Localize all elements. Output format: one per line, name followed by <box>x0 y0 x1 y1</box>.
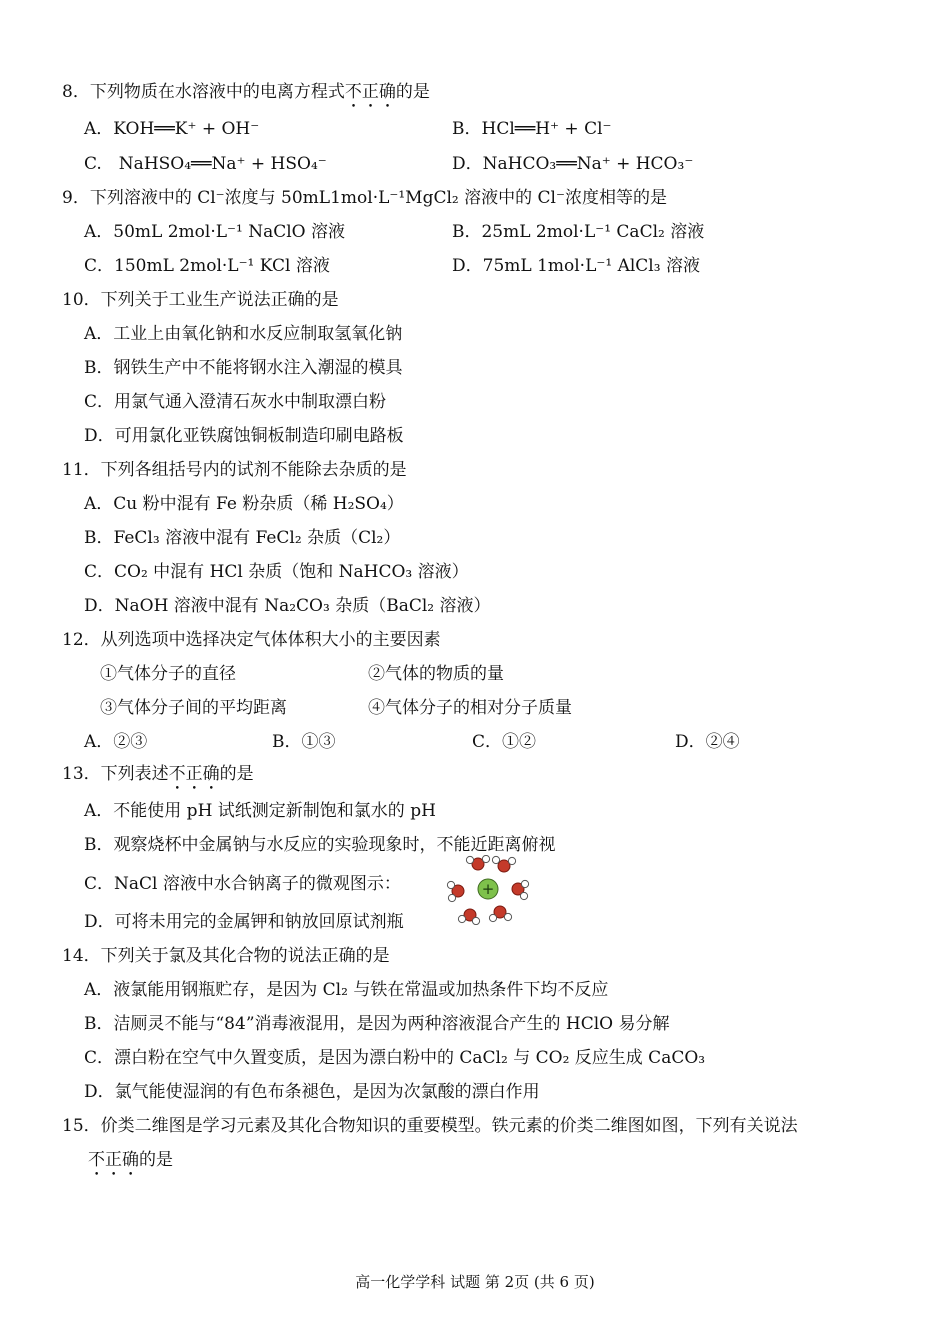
q12-option-d: D．②④ <box>675 732 740 752</box>
q8-option-d: D．NaHCO₃══Na⁺ + HCO₃⁻ <box>452 154 694 174</box>
page-footer: 高一化学学科 试题 第 2页 (共 6 页) <box>355 1273 595 1291</box>
q11-stem: 11．下列各组括号内的试剂不能除去杂质的是 <box>62 460 407 480</box>
q8-option-b: B．HCl══H⁺ + Cl⁻ <box>452 119 612 139</box>
q9-option-a: A．50mL 2mol·L⁻¹ NaClO 溶液 <box>84 222 346 242</box>
q8-stem <box>62 81 430 112</box>
q13-option-c: C．NaCl 溶液中水合钠离子的微观图示： <box>84 874 401 894</box>
q14-option-c: C．漂白粉在空气中久置变质，是因为漂白粉中的 CaCl₂ 与 CO₂ 反应生成 CaCO₃ <box>84 1048 706 1068</box>
q9-option-c: C．150mL 2mol·L⁻¹ KCl 溶液 <box>84 256 330 276</box>
q12-item-4: ④气体分子的相对分子质量 <box>368 698 572 718</box>
q11-option-d: D．NaOH 溶液中混有 Na₂CO₃ 杂质（BaCl₂ 溶液） <box>84 596 491 616</box>
q12-item-1: ①气体分子的直径 <box>100 664 236 684</box>
q12-item-2: ②气体的物质的量 <box>368 664 504 684</box>
q11-option-c: C．CO₂ 中混有 HCl 杂质（饱和 NaHCO₃ 溶液） <box>84 562 469 582</box>
q12-option-b: B．①③ <box>272 732 336 752</box>
q10-option-a: A．工业上由氧化钠和水反应制取氢氧化钠 <box>84 324 403 344</box>
q13-option-b: B．观察烧杯中金属钠与水反应的实验现象时，不能近距离俯视 <box>84 835 556 855</box>
q10-option-b: B．钢铁生产中不能将钢水注入潮湿的模具 <box>84 358 403 378</box>
q9-option-b: B．25mL 2mol·L⁻¹ CaCl₂ 溶液 <box>452 222 705 242</box>
q13-emphasis: 不正确 <box>168 764 220 784</box>
q15-emphasis: 不正确 <box>88 1150 139 1170</box>
q13-option-a: A．不能使用 pH 试纸测定新制饱和氯水的 pH <box>84 801 436 821</box>
q9-stem: 9．下列溶液中的 Cl⁻浓度与 50mL1mol·L⁻¹MgCl₂ 溶液中的 Cl⁻浓度相等的是 <box>62 188 667 208</box>
q8-option-c: C. NaHSO₄══Na⁺ + HSO₄⁻ <box>84 154 327 174</box>
q13-stem <box>62 763 254 794</box>
q15-stem: 15．价类二维图是学习元素及其化合物知识的重要模型。铁元素的价类二维图如图，下列有关说法 <box>62 1116 798 1136</box>
q15-stem-continued <box>88 1149 173 1180</box>
q12-option-a: A．②③ <box>84 732 148 752</box>
q8-emphasis: 不正确 <box>344 82 396 102</box>
q8-stem-end: 的是 <box>395 82 430 102</box>
q14-option-a: A．液氯能用钢瓶贮存，是因为 Cl₂ 与铁在常温或加热条件下均不反应 <box>84 980 609 1000</box>
q14-option-d: D．氯气能使湿润的有色布条褪色，是因为次氯酸的漂白作用 <box>84 1082 540 1102</box>
q13-option-d: D．可将未用完的金属钾和钠放回原试剂瓶 <box>84 912 404 932</box>
q12-item-3: ③气体分子间的平均距离 <box>100 698 287 718</box>
q11-option-a: A．Cu 粉中混有 Fe 粉杂质（稀 H₂SO₄） <box>84 494 404 514</box>
q13-stem-end: 的是 <box>219 764 254 784</box>
q14-stem: 14．下列关于氯及其化合物的说法正确的是 <box>62 946 390 966</box>
q12-option-c: C．①② <box>472 732 537 752</box>
q15-stem-end: 的是 <box>139 1150 173 1170</box>
q12-stem: 12．从列选项中选择决定气体体积大小的主要因素 <box>62 630 441 650</box>
q14-option-b: B．洁厕灵不能与“84”消毒液混用，是因为两种溶液混合产生的 HClO 易分解 <box>84 1014 670 1034</box>
q13-stem-text: 13．下列表述 <box>62 764 169 784</box>
q11-option-b: B．FeCl₃ 溶液中混有 FeCl₂ 杂质（Cl₂） <box>84 528 401 548</box>
q10-option-d: D．可用氯化亚铁腐蚀铜板制造印刷电路板 <box>84 426 404 446</box>
ion-plus-sign: + <box>481 880 495 898</box>
q8-stem-text: 8．下列物质在水溶液中的电离方程式 <box>62 82 345 102</box>
q9-option-d: D．75mL 1mol·L⁻¹ AlCl₃ 溶液 <box>452 256 700 276</box>
q10-stem: 10．下列关于工业生产说法正确的是 <box>62 290 339 310</box>
q10-option-c: C．用氯气通入澄清石灰水中制取漂白粉 <box>84 392 387 412</box>
q8-option-a: A．KOH══K⁺ + OH⁻ <box>84 119 260 139</box>
hydrated-sodium-ion-figure <box>446 855 530 925</box>
